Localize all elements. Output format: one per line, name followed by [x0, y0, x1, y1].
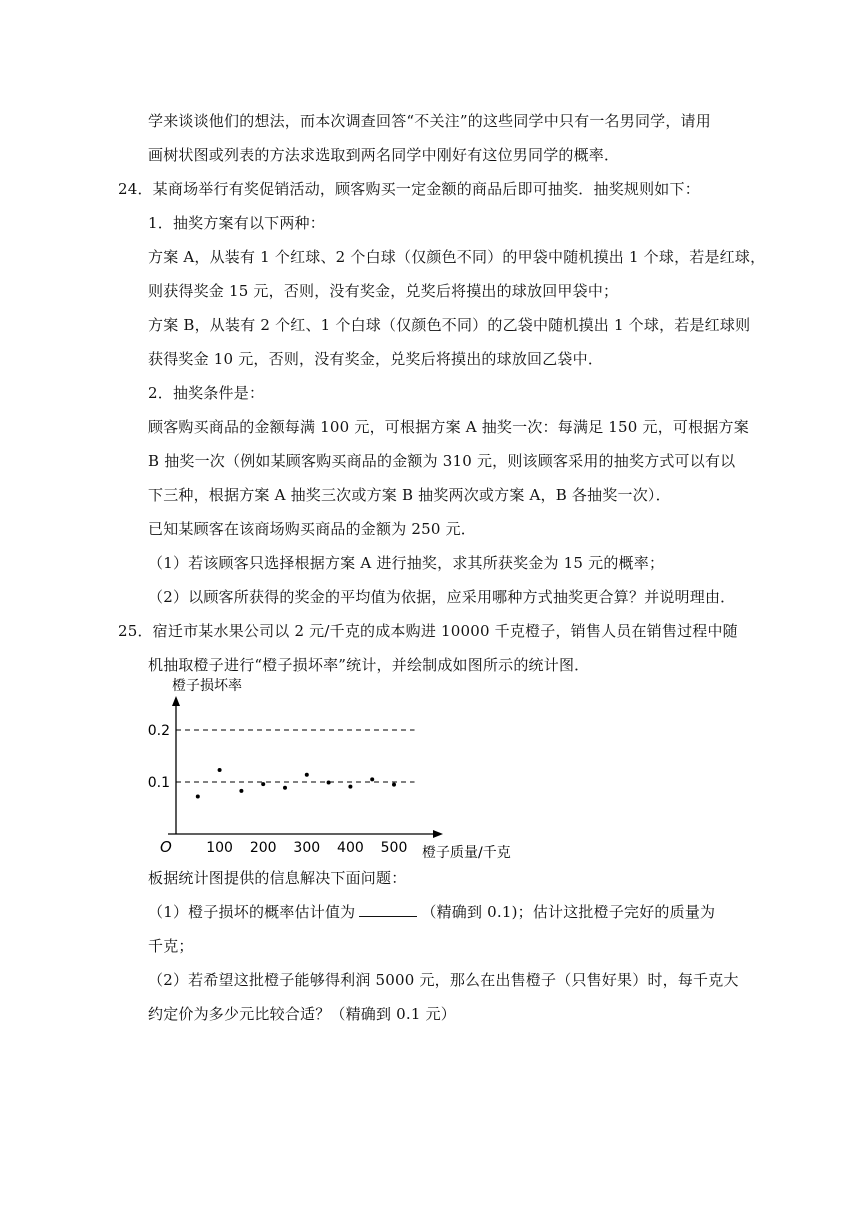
q25-sub1-part-b: （精确到 0.1)；估计这批橙子完好的质量为 — [421, 903, 716, 921]
q25-title: 25．宿迁市某水果公司以 2 元/千克的成本购进 10000 千克橙子，销售人员在销售过程中随 — [118, 622, 738, 640]
q24-subquestion-1: （1）若该顾客只选择根据方案 A 进行抽奖，求其所获奖金为 15 元的概率； — [148, 554, 665, 572]
q24-condition-line3: 下三种，根据方案 A 抽奖三次或方案 B 抽奖两次或方案 A，B 各抽奖一次）． — [148, 486, 671, 504]
q25-sub1-part-a: （1）橙子损坏的概率估计值为 — [148, 903, 356, 921]
x-axis-arrow — [433, 830, 443, 838]
q24-rule2-heading: 2．抽奖条件是： — [148, 384, 265, 402]
y-tick-label: 0.2 — [147, 723, 170, 739]
data-points — [196, 768, 396, 799]
q25-subquestion-2-line1: （2）若希望这批橙子能够得利润 5000 元，那么在出售橙子（只售好果）时，每千克大 — [148, 971, 739, 989]
q24-plan-a-line1: 方案 A，从装有 1 个红球、2 个白球（仅颜色不同）的甲袋中随机摸出 1 个球，若是红球， — [148, 248, 766, 266]
q24-condition-line1: 顾客购买商品的金额每满 100 元，可根据方案 A 抽奖一次：每满足 150 元，可根据方案 — [148, 418, 749, 436]
q25-subquestion-1-line2: 千克； — [148, 937, 194, 955]
data-point — [283, 786, 287, 790]
q24-rule1-heading: 1．抽奖方案有以下两种： — [148, 214, 325, 232]
reference-lines — [176, 730, 415, 782]
x-tick-label: 500 — [380, 840, 408, 856]
q24-title: 24．某商场举行有奖促销活动，顾客购买一定金额的商品后即可抽奖．抽奖规则如下： — [118, 180, 700, 198]
answer-blank[interactable] — [359, 902, 417, 917]
q25-subquestion-1-line1 — [148, 902, 715, 922]
data-point — [370, 777, 374, 781]
q23-continuation-line1: 学来谈谈他们的想法，而本次调查回答“不关注”的这些同学中只有一名男同学，请用 — [148, 112, 711, 130]
y-axis-arrow — [172, 696, 180, 706]
q24-condition-line2: B 抽奖一次（例如某顾客购买商品的金额为 310 元，则该顾客采用的抽奖方式可以有以 — [148, 452, 736, 470]
q25-continuation: 机抽取橙子进行“橙子损坏率”统计，并绘制成如图所示的统计图． — [148, 656, 590, 674]
data-point — [392, 783, 396, 787]
x-tick-label: 400 — [337, 840, 364, 856]
q25-subquestion-2-line2: 约定价为多少元比较合适？（精确到 0.1 元） — [148, 1005, 456, 1023]
q25-instruction: 板据统计图提供的信息解决下面问题： — [148, 869, 407, 887]
damage-rate-scatter-chart — [146, 676, 526, 860]
x-tick-labels — [206, 840, 407, 856]
q24-plan-a-line2: 则获得奖金 15 元，否则，没有奖金，兑奖后将摸出的球放回甲袋中； — [148, 282, 619, 300]
data-point — [261, 782, 265, 786]
x-tick-label: 300 — [293, 840, 321, 856]
data-point — [327, 781, 331, 785]
y-axis-label: 橙子损坏率 — [172, 678, 242, 694]
x-axis-label: 橙子质量/千克 — [422, 845, 511, 860]
x-tick-label: 200 — [249, 840, 277, 856]
q24-subquestion-2: （2）以顾客所获得的奖金的平均值为依据，应采用哪种方式抽奖更合算？并说明理由． — [148, 588, 736, 606]
y-tick-labels — [148, 723, 170, 791]
data-point — [305, 773, 309, 777]
q24-plan-b-line1: 方案 B，从装有 2 个红、1 个白球（仅颜色不同）的乙袋中随机摸出 1 个球，若是红球则 — [148, 316, 751, 334]
q23-continuation-line2: 画树状图或列表的方法求选取到两名同学中刚好有这位男同学的概率． — [148, 146, 620, 164]
data-point — [239, 789, 243, 793]
q24-given: 已知某顾客在该商场购买商品的金额为 250 元． — [148, 520, 476, 538]
x-tick-label: 100 — [206, 840, 233, 856]
origin-label: O — [160, 838, 172, 856]
data-point — [218, 768, 222, 772]
q24-plan-b-line2: 获得奖金 10 元，否则，没有奖金，兑奖后将摸出的球放回乙袋中． — [148, 350, 604, 368]
data-point — [348, 785, 352, 789]
y-tick-label: 0.1 — [147, 775, 170, 791]
data-point — [196, 795, 200, 799]
